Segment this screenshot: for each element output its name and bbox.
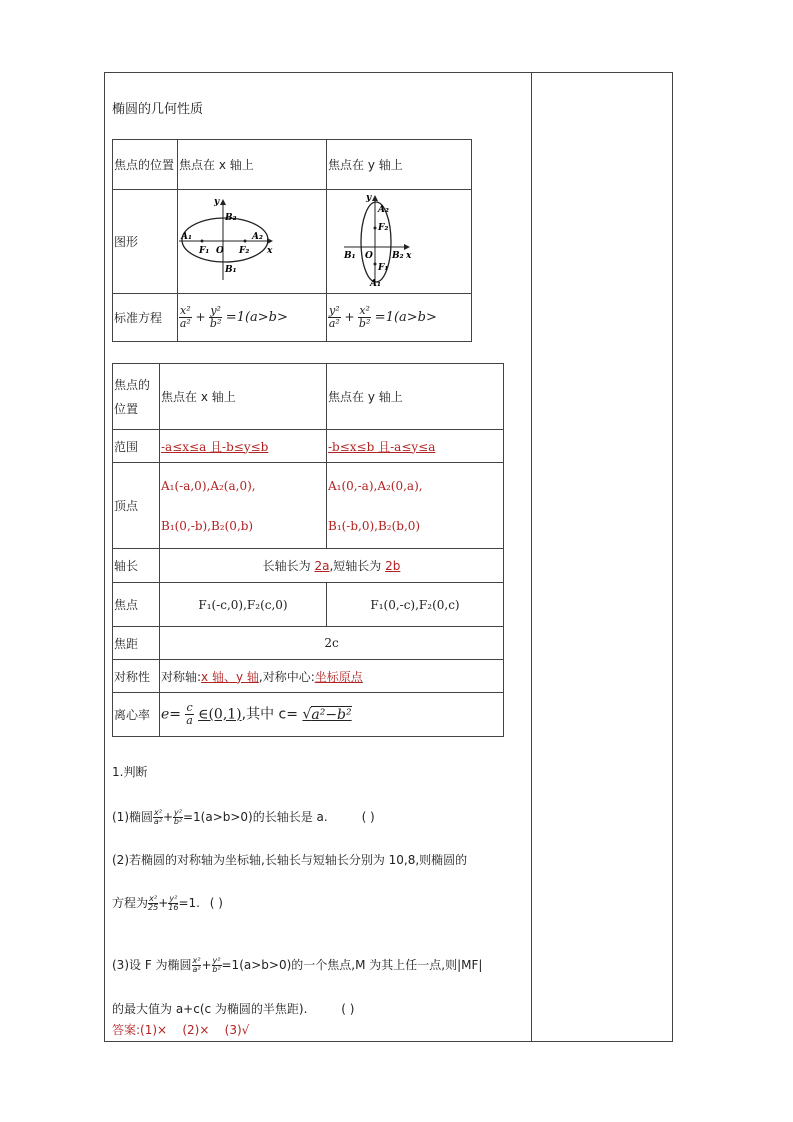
axis-length: [160, 549, 504, 583]
section-title: 椭圆的几何性质: [112, 102, 204, 117]
eqx-den2: b²: [209, 317, 222, 330]
vertex-y-line2: B₁(-b,0),B₂(b,0): [328, 518, 421, 533]
range-y: -b≤x≤b 且-a≤y≤a: [327, 430, 504, 463]
gx-label-f1: F₁: [199, 246, 210, 256]
t2-label-focal: 焦距: [113, 627, 160, 660]
vertex-x: [160, 463, 327, 549]
ellipse-y-graph: [328, 190, 470, 290]
gy-label-b1: B₁: [344, 251, 356, 261]
ecc-a: a: [186, 714, 193, 727]
gx-label-b2: B₂: [225, 213, 237, 223]
gx-label-x: x: [267, 246, 273, 256]
axis-mid: ,短轴长为: [329, 559, 386, 573]
ecc-interval: ∈(0,1): [198, 706, 242, 723]
gx-label-o: O: [216, 246, 224, 256]
vertex-y-line1: A₁(0,-a),A₂(0,a),: [328, 478, 423, 493]
vertex-x-line1: A₁(-a,0),A₂(a,0),: [161, 478, 256, 493]
graph-y-cell: [327, 190, 472, 294]
ellipse-x-graph: [179, 190, 325, 290]
eqx-rest: =1(a>b>: [225, 310, 288, 325]
q1-blank[interactable]: ( ): [361, 810, 375, 824]
axis-pre: 长轴长为: [262, 559, 315, 573]
graph-x-cell: [178, 190, 327, 294]
gy-label-b2: B₂: [392, 251, 404, 261]
t1-header-y: 焦点在 y 轴上: [327, 140, 472, 190]
vertex-x-line2: B₁(0,-b),B₂(0,b): [161, 518, 254, 533]
t2-label-range: 范围: [113, 430, 160, 463]
eqx-den1: a²: [179, 317, 191, 330]
gy-label-f2: F₂: [378, 223, 389, 233]
ecc-c: c: [186, 701, 193, 714]
t2-header-position: 焦点的位置: [113, 364, 160, 430]
ecc-e: e=: [161, 706, 182, 723]
t1-label-equation: 标准方程: [113, 294, 178, 342]
gy-label-f1: F₁: [378, 263, 389, 273]
q1-pre: (1)椭圆: [112, 810, 153, 824]
focal-distance: 2c: [160, 627, 504, 660]
gy-label-o: O: [365, 251, 373, 261]
ecc-sqrt: √a²−b²: [302, 706, 352, 723]
q3-frac2: $\frac{\text{y²}}{\text{b²}}$: [212, 956, 221, 974]
ellipse-graph-table: [112, 139, 472, 342]
exercise-title: 1.判断: [112, 765, 148, 779]
eqy-num1: y²: [329, 304, 340, 317]
eqy-rest: =1(a>b>: [374, 310, 437, 325]
symmetry-axes: x 轴、y 轴: [201, 669, 259, 684]
q1-frac2: $\frac{\text{y²}}{\text{b²}}$: [173, 808, 183, 826]
focus-x: F₁(-c,0),F₂(c,0): [160, 583, 327, 627]
focus-y: F₁(0,-c),F₂(0,c): [327, 583, 504, 627]
q2-frac2: $\frac{\text{y²}}{16}$: [168, 894, 179, 912]
eqy-den2: b²: [358, 317, 371, 330]
q2-pre: 方程为: [112, 896, 149, 910]
q2-post: =1.: [178, 896, 200, 910]
ecc-radicand: a²−b²: [311, 706, 352, 723]
q1-frac1: $\frac{\text{x²}}{\text{a²}}$: [153, 808, 163, 826]
axis-minor: 2b: [385, 559, 401, 573]
t2-label-eccentricity: 离心率: [113, 693, 160, 737]
range-x: -a≤x≤a 且-b≤y≤b: [160, 430, 327, 463]
question-3: (3)设 F 为椭圆 $\frac{\text{x²}}{\text{a²}}$ + $\frac{\text{y²}}{\text{b²}}$ =1(a>b>0)的一个焦点,M 为其上任一点,则|MF|: [112, 956, 483, 974]
symmetry-mid: ,对称中心:: [258, 669, 315, 684]
q3-frac1: $\frac{\text{x²}}{\text{a²}}$: [192, 956, 201, 974]
answer: 答案:(1)× (2)× (3)√: [112, 1023, 250, 1037]
q1-post: =1(a>b>0)的长轴长是 a.: [182, 810, 328, 824]
eqx-num2: y²: [210, 304, 221, 317]
ecc-where: ,其中 c=: [241, 706, 298, 723]
vertex-y: [327, 463, 504, 549]
frame-column-divider: [531, 72, 532, 1042]
t2-label-vertex: 顶点: [113, 463, 160, 549]
q3-pre: (3)设 F 为椭圆: [112, 958, 192, 972]
t2-label-focus: 焦点: [113, 583, 160, 627]
equation-y: $\frac{\text{y²}}{\text{a²}}$ + $\frac{\text{x²}}{\text{b²}}$ =1(a>b>: [327, 294, 472, 342]
t2-label-symmetry: 对称性: [113, 660, 160, 693]
gx-label-a1: A₁: [181, 232, 192, 242]
q2-line1: (2)若椭圆的对称轴为坐标轴,长轴长与短轴长分别为 10,8,则椭圆的: [112, 853, 468, 867]
gx-label-b1: B₁: [225, 265, 237, 275]
q3-blank[interactable]: ( ): [341, 1002, 355, 1016]
eqy-den1: a²: [328, 317, 340, 330]
eqy-num2: x²: [359, 304, 370, 317]
ellipse-properties-table: [112, 363, 504, 737]
t2-label-axis: 轴长: [113, 549, 160, 583]
gy-label-y: y: [366, 193, 372, 203]
t1-label-graph: 图形: [113, 190, 178, 294]
gy-label-x: x: [406, 251, 412, 261]
gx-label-f2: F₂: [239, 246, 250, 256]
axis-major: 2a: [314, 559, 330, 573]
t2-header-x: 焦点在 x 轴上: [160, 364, 327, 430]
q2-blank[interactable]: ( ): [209, 896, 223, 910]
q3-post: =1(a>b>0)的一个焦点,M 为其上任一点,则|MF|: [221, 958, 483, 972]
symmetry: [160, 660, 504, 693]
eccentricity: [160, 693, 504, 737]
q2-frac1: $\frac{\text{x²}}{25}$: [148, 894, 159, 912]
question-2: 方程为 $\frac{\text{x²}}{25}$ + $\frac{\text{y²}}{16}$ =1. ( ): [112, 894, 223, 912]
symmetry-pre: 对称轴:: [161, 669, 202, 684]
q3-line2: 的最大值为 a+c(c 为椭圆的半焦距).: [112, 1002, 308, 1016]
t2-header-y: 焦点在 y 轴上: [327, 364, 504, 430]
symmetry-center: 坐标原点: [314, 669, 363, 684]
question-1: (1)椭圆 $\frac{\text{x²}}{\text{a²}}$ + $\frac{\text{y²}}{\text{b²}}$ =1(a>b>0)的长轴长是 a. ( ): [112, 808, 375, 826]
q3-line2-wrap: [112, 1000, 354, 1017]
gx-label-y: y: [214, 197, 220, 207]
gy-label-a1: A₁: [370, 279, 381, 289]
gy-label-a2: A₂: [378, 205, 389, 215]
eqx-num1: x²: [180, 304, 191, 317]
equation-x: $\frac{\text{x²}}{\text{a²}}$ + $\frac{\text{y²}}{\text{b²}}$ =1(a>b>: [178, 294, 327, 342]
t1-header-x: 焦点在 x 轴上: [178, 140, 327, 190]
gx-label-a2: A₂: [252, 232, 263, 242]
t1-header-position: 焦点的位置: [113, 140, 178, 190]
